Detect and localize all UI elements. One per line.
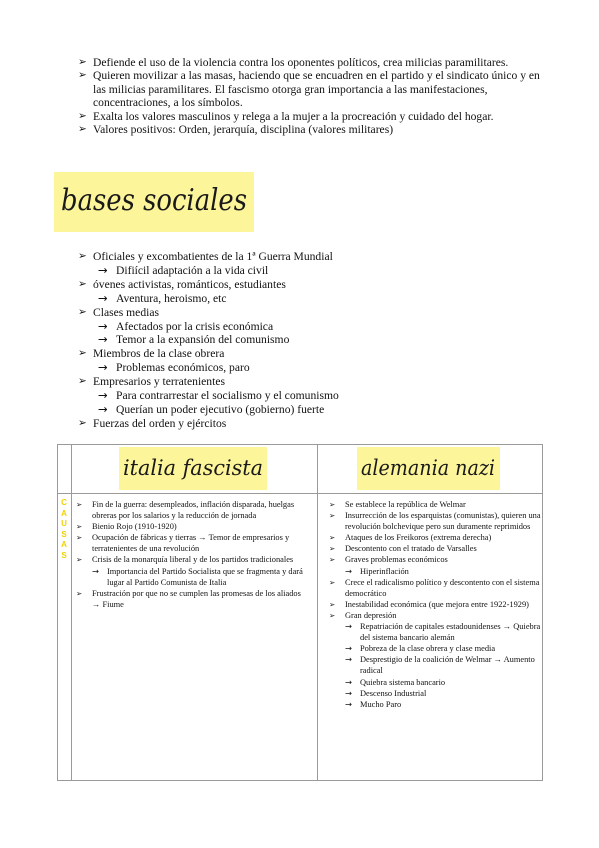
sub-item: → Temor a la expansión del comunismo [98,333,548,347]
sub-item: → Desprestigio de la coalición de Welmar → Aumento radical [345,654,541,676]
list-item: ➢ Exalta los valores masculinos y relega a la mujer a la procreación y cuidado del hogar. [78,110,548,123]
alemania-causes-column [329,499,541,710]
list-item: ➢ Fin de la guerra: desempleados, inflación disparada, huelgas obreras por los salarios y la reducción de jornada [76,499,310,521]
list-item: ➢ Descontento con el tratado de Varsalles [329,543,541,554]
sub-item: → Hiperinflación [345,566,541,577]
list-item: ➢ Oficiales y excombatientes de la 1ª Guerra Mundial → Difiícil adaptación a la vida civil [78,250,548,278]
list-item: ➢ Quieren movilizar a las masas, haciendo que se encuadren en el partido y el sindicato único y en las milicias paramilitares. El fascismo otorga gran importancia a las manifestaciones, concentraciones, a los símbolos. [78,69,548,109]
list-item: ➢ Gran depresión → Repatriación de capitales estadounidenses → Quiebra del sistema bancario alemán → Pobreza de la clase obrera y clase media → Desprestigio de la coalición de Welmar → Aumento radical → Quiebra sistema bancario → Descenso Industrial → Mucho Paro [329,610,541,710]
italia-fascista-header-text: italia fascista [123,456,263,480]
sub-item: → Quiebra sistema bancario [345,677,541,688]
list-item: ➢ óvenes activistas, románticos, estudiantes → Aventura, heroismo, etc [78,278,548,306]
list-item: ➢ Crisis de la monarquía liberal y de los partidos tradicionales → Importancia del Partido Socialista que se fragmenta y dará lugar al Partido Comunista de Italia [76,554,310,587]
list-item: ➢ Graves problemas económicos → Hiperinflación [329,554,541,576]
sub-item: → Importancia del Partido Socialista que se fragmenta y dará lugar al Partido Comunista de Italia [92,566,310,588]
list-item: ➢ Ocupación de fábricas y tierras → Temor de empresarios y terratenientes de una revolución [76,532,310,554]
alemania-nazi-header-text: alemania nazi [361,456,495,480]
causas-letter: S [61,550,67,560]
list-item: ➢ Valores positivos: Orden, jerarquía, disciplina (valores militares) [78,123,548,136]
list-item: ➢ Bienio Rojo (1910-1920) [76,521,310,532]
list-item: ➢ Miembros de la clase obrera → Problemas económicos, paro [78,347,548,375]
list-item: ➢ Frustración por que no se cumplen las promesas de los aliados → Fiume [76,588,310,610]
table-divider [71,444,72,781]
causas-letter: C [61,498,67,507]
sub-item: → Para contrarrestar el socialismo y el comunismo [98,389,548,403]
fascism-traits-list [78,56,548,136]
causas-letter: A [61,508,67,518]
list-item: ➢ Crece el radicalismo político y descontento con el sistema democrático [329,577,541,599]
sub-item: → Problemas económicos, paro [98,361,548,375]
table-divider [57,493,543,494]
bases-sociales-heading [54,172,254,232]
list-item: ➢ Se establece la república de Welmar [329,499,541,510]
list-item: ➢ Inestabilidad económica (que mejora entre 1922-1929) [329,599,541,610]
alemania-nazi-header [357,447,500,490]
list-item: ➢ Defiende el uso de la violencia contra los oponentes políticos, crea milicias paramilitares. [78,56,548,69]
bases-sociales-list [78,250,548,431]
italia-causes-column [76,499,310,610]
list-item: ➢ Ataques de los Freikoros (extrema derecha) [329,532,541,543]
table-divider [317,444,318,781]
causas-letter: U [61,519,67,529]
sub-item: → Aventura, heroismo, etc [98,292,548,306]
sub-item: → Repatriación de capitales estadounidenses → Quiebra del sistema bancario alemán [345,621,541,643]
sub-item: → Querían un poder ejecutivo (gobierno) fuerte [98,403,548,417]
sub-item: → Pobreza de la clase obrera y clase media [345,643,541,654]
causas-letter: S [61,529,67,539]
list-item: ➢ Insurrección de los esparquistas (comunistas), quieren una revolución bolchevique pero sun duramente reprimidos [329,510,541,532]
list-item: ➢ Clases medias → Afectados por la crisis económica → Temor a la expansión del comunismo [78,306,548,348]
list-item: ➢ Fuerzas del orden y ejércitos [78,417,548,431]
list-item: ➢ Empresarios y terratenientes → Para contrarrestar el socialismo y el comunismo → Querían un poder ejecutivo (gobierno) fuerte [78,375,548,417]
causas-row-label [57,498,71,562]
bases-sociales-heading-text: bases sociales [61,183,247,218]
italia-fascista-header [119,447,267,490]
sub-item: → Mucho Paro [345,699,541,710]
sub-item: → Descenso Industrial [345,688,541,699]
sub-item: → Difiícil adaptación a la vida civil [98,264,548,278]
causas-letter: A [61,540,67,550]
sub-item: → Afectados por la crisis económica [98,320,548,334]
